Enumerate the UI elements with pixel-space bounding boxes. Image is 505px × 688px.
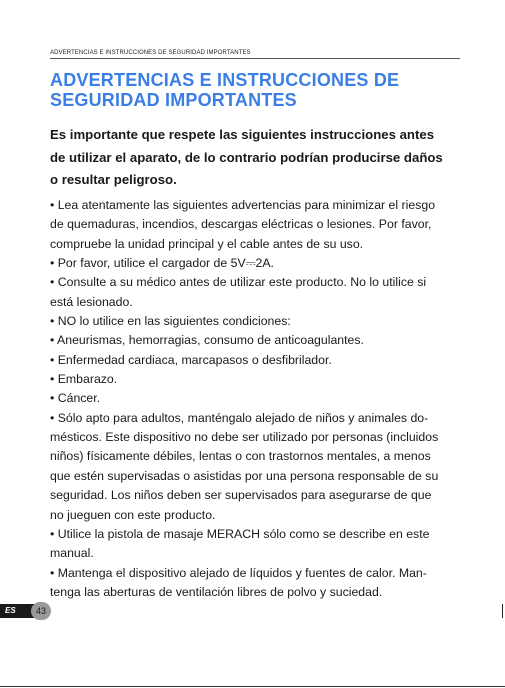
body-line: mésticos. Este dispositivo no debe ser utilizado por personas (incluidos — [50, 430, 439, 445]
page-title — [50, 70, 470, 110]
footer-divider — [0, 686, 505, 687]
intro-paragraph — [50, 124, 470, 192]
body-line: • Consulte a su médico antes de utilizar este producto. No lo utilice si — [50, 275, 427, 290]
body-line: • Cáncer. — [50, 391, 101, 406]
body-line: • Enfermedad cardiaca, marcapasos o desfibrilador. — [50, 352, 332, 367]
header-divider — [50, 58, 460, 59]
body-line: está lesionado. — [50, 294, 133, 309]
safety-warnings-body — [50, 196, 470, 602]
body-line: niños) físicamente débiles, lentas o con trastornos mentales, a menos — [50, 449, 431, 464]
language-tab: ES — [0, 604, 36, 618]
body-line: seguridad. Los niños deben ser supervisados para asegurarse de que — [50, 488, 432, 503]
body-line: • NO lo utilice en las siguientes condiciones: — [50, 314, 291, 329]
running-header: ADVERTENCIAS E INSTRUCCIONES DE SEGURIDAD IMPORTANTES — [50, 50, 251, 56]
intro-line: de utilizar el aparato, de lo contrario podrían producirse daños — [50, 149, 443, 165]
body-line: • Embarazo. — [50, 372, 118, 387]
intro-line: o resultar peligroso. — [50, 172, 177, 187]
body-line: que estén supervisadas o asistidas por una persona responsable de su — [50, 468, 439, 483]
body-line: • Lea atentamente las siguientes advertencias para minimizar el riesgo — [50, 198, 436, 212]
body-line: no jueguen con este producto. — [50, 507, 216, 522]
body-line: • Mantenga el dispositivo alejado de líquidos y fuentes de calor. Man- — [50, 565, 427, 580]
intro-line: Es importante que respete las siguientes instrucciones antes — [50, 127, 435, 142]
page-number-badge: 43 — [31, 602, 51, 620]
body-line: • Por favor, utilice el cargador de 5V⎓2A. — [50, 256, 274, 271]
body-line: • Sólo apto para adultos, manténgalo alejado de niños y animales do- — [50, 410, 429, 425]
page-title-line: SEGURIDAD IMPORTANTES — [50, 90, 297, 110]
body-line: • Utilice la pistola de masaje MERACH sólo como se describe en este — [50, 526, 430, 541]
body-line: • Aneurismas, hemorragias, consumo de anticoagulantes. — [50, 333, 364, 348]
margin-mark — [502, 604, 503, 618]
body-line: compruebe la unidad principal y el cable antes de su uso. — [50, 236, 364, 251]
body-line: de quemaduras, incendios, descargas eléctricas o lesiones. Por favor, — [50, 217, 432, 232]
body-line: manual. — [50, 546, 94, 561]
body-line: tenga las aberturas de ventilación libres de polvo y suciedad. — [50, 584, 383, 599]
page-title-line: ADVERTENCIAS E INSTRUCCIONES DE — [50, 70, 400, 90]
